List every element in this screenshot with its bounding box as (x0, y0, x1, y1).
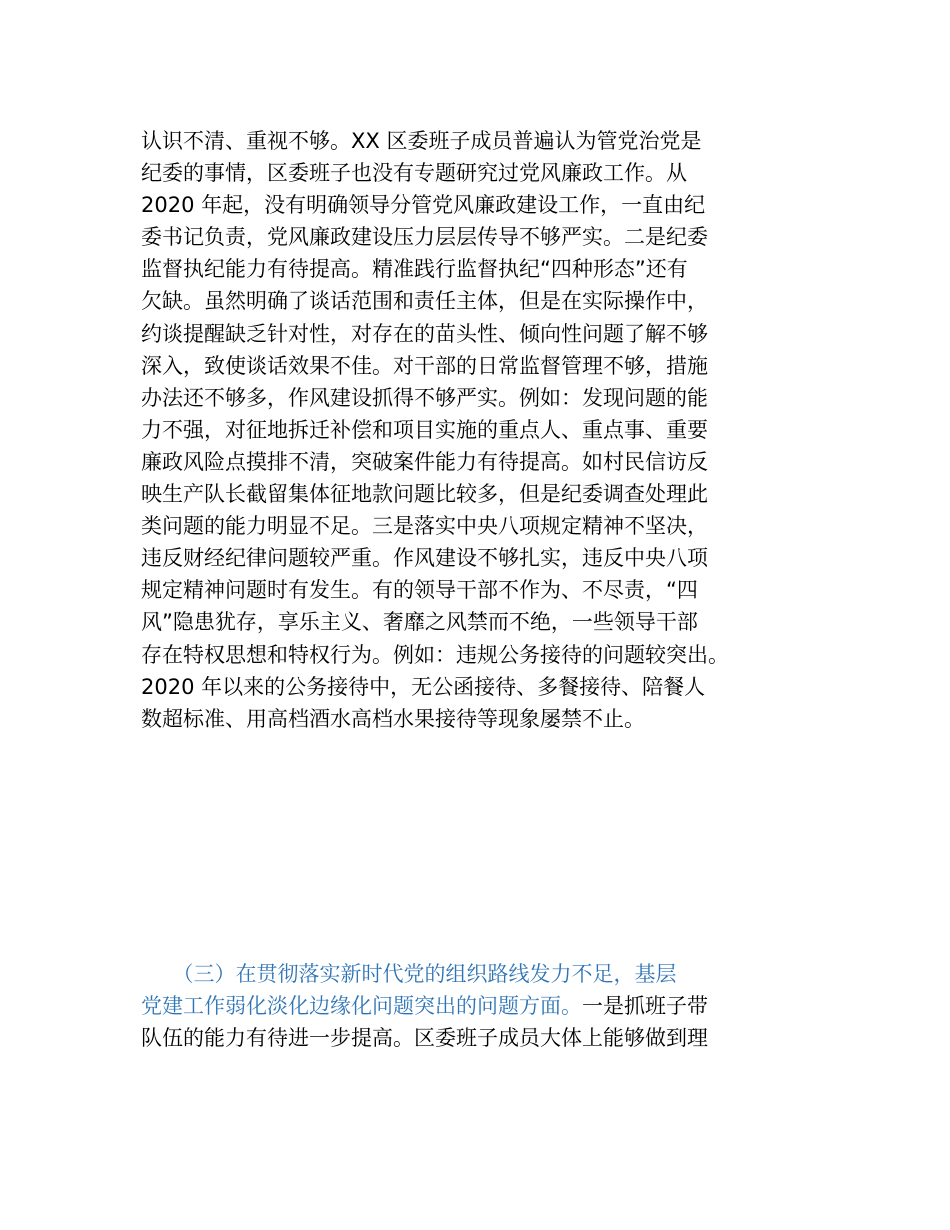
text-line: 数超标准、用高档酒水高档水果接待等现象屡禁不止。 (141, 706, 645, 731)
text-line: 队伍的能力有待进一步提高。区委班子成员大体上能够做到理 (141, 1026, 708, 1051)
text-line: 办法还不够多，作风建设抓得不够严实。例如：发现问题的能 (141, 385, 708, 410)
text-line: 违反财经纪律问题较严重。作风建设不够扎实，违反中央八项 (141, 546, 708, 571)
text-line: 规定精神问题时有发生。有的领导干部不作为、不尽责，“四 (141, 578, 698, 603)
section-three-paragraph (141, 958, 841, 1054)
text-line: 认识不清、重视不够。XX 区委班子成员普遍认为管党治党是 (141, 129, 702, 153)
section-body-start: 一是抓班子带 (582, 994, 708, 1019)
text-line: 深入，致使谈话效果不佳。对干部的日常监督管理不够，措施 (141, 353, 708, 378)
text-line: 映生产队长截留集体征地款问题比较多，但是纪委调查处理此 (141, 482, 708, 507)
text-line: 约谈提醒缺乏针对性，对存在的苗头性、倾向性问题了解不够 (141, 321, 708, 346)
text-line: 2020 年起，没有明确领导分管党风廉政建设工作，一直由纪 (141, 193, 706, 218)
text-line: 廉政风险点摸排不清，突破案件能力有待提高。如村民信访反 (141, 449, 708, 474)
text-line: 监督执纪能力有待提高。精准践行监督执纪“四种形态”还有 (141, 257, 688, 282)
text-line: 风”隐患犹存，享乐主义、奢靡之风禁而不绝，一些领导干部 (141, 610, 698, 635)
text-line: 存在特权思想和特权行为。例如：违规公务接待的问题较突出。 (141, 642, 729, 667)
text-line: 2020 年以来的公务接待中，无公函接待、多餐接待、陪餐人 (141, 674, 706, 699)
text-line: 类问题的能力明显不足。三是落实中央八项规定精神不坚决， (141, 514, 708, 539)
text-line: 力不强，对征地拆迁补偿和项目实施的重点人、重点事、重要 (141, 417, 708, 442)
section-heading-continuation: 党建工作弱化淡化边缘化问题突出的问题方面。 (141, 994, 582, 1019)
text-line: 纪委的事情，区委班子也没有专题研究过党风廉政工作。从 (141, 161, 687, 186)
section-heading-line: （三）在贯彻落实新时代党的组织路线发力不足，基层 (141, 962, 677, 986)
text-line: 委书记负责，党风廉政建设压力层层传导不够严实。二是纪委 (141, 225, 708, 250)
body-paragraph (141, 125, 841, 735)
text-line: 欠缺。虽然明确了谈话范围和责任主体，但是在实际操作中， (141, 289, 708, 314)
mixed-line (141, 990, 841, 1022)
